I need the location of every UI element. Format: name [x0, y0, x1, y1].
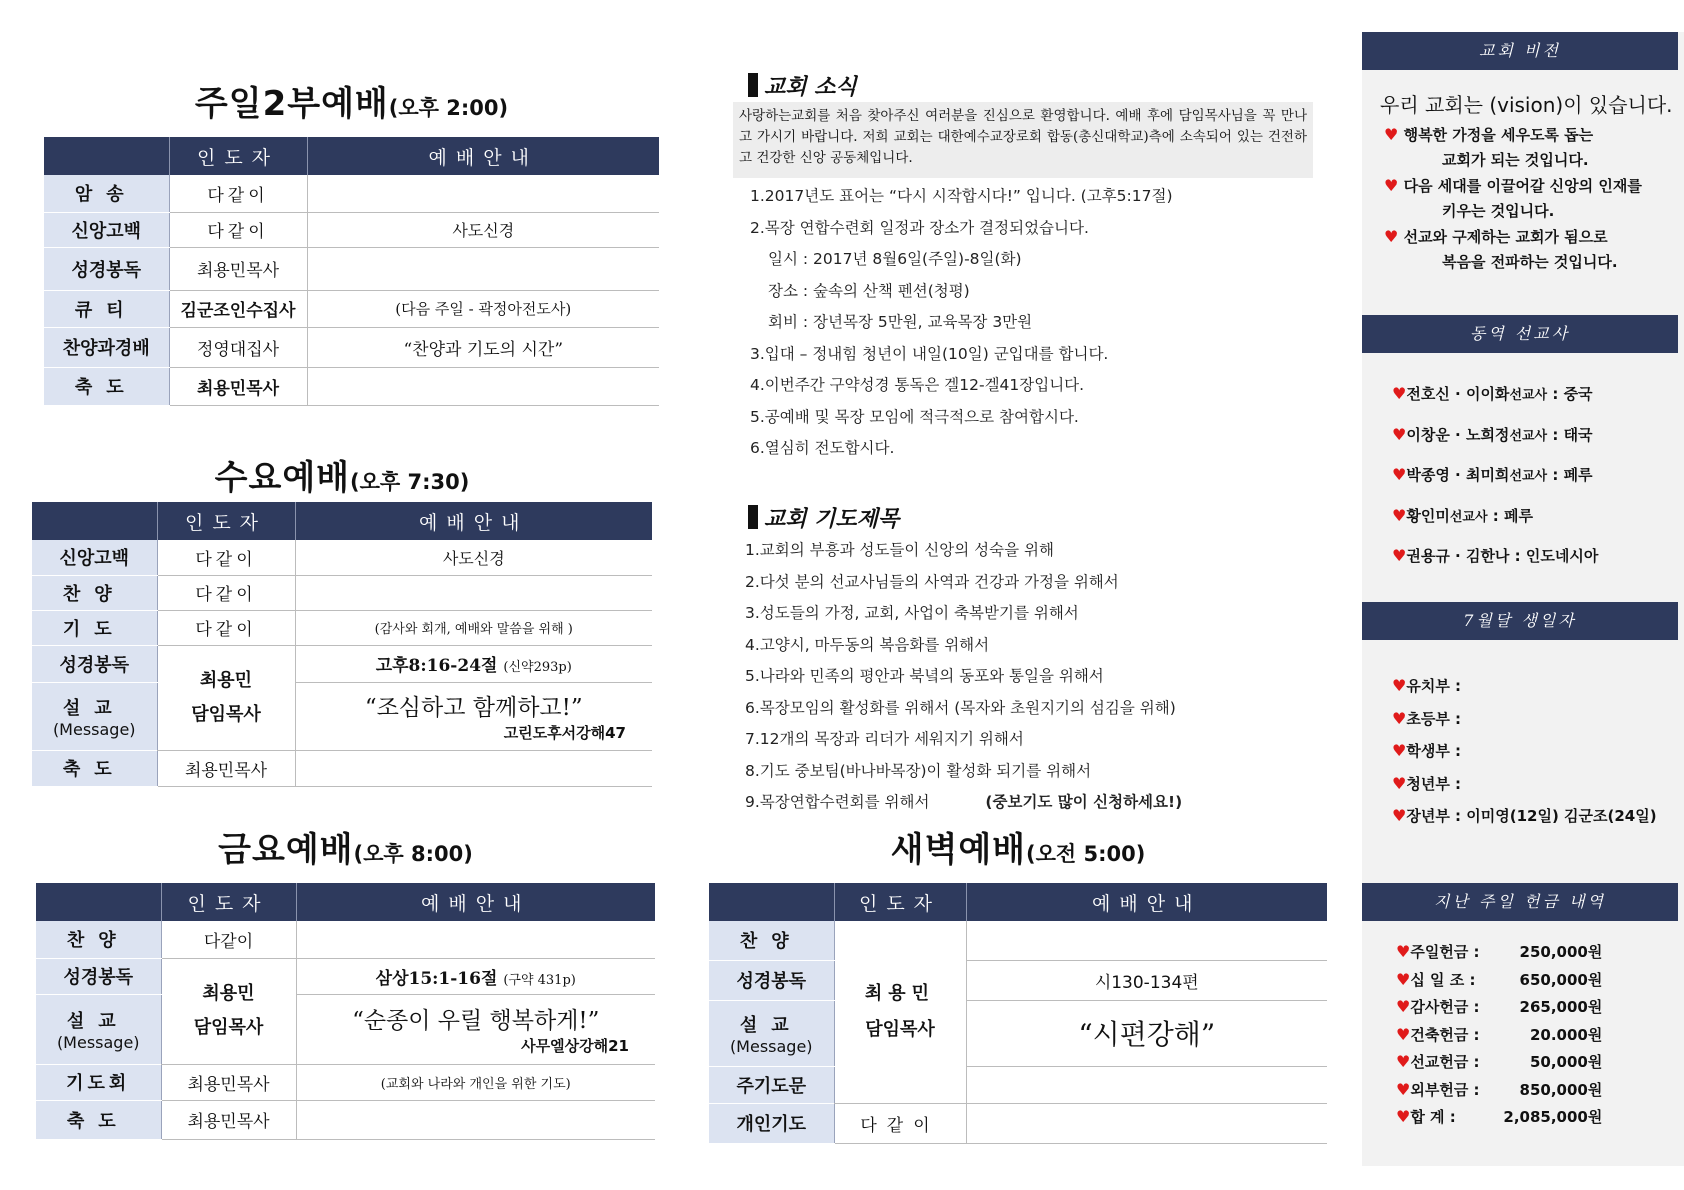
missionary-list	[1392, 383, 1598, 586]
list-item	[1392, 383, 1598, 424]
preacher-name: 최용민	[864, 982, 936, 1004]
row-leader: 다같이	[157, 610, 295, 645]
list-item	[1380, 122, 1680, 173]
heart-icon: ♥	[1396, 1052, 1411, 1071]
news-heading	[748, 70, 857, 101]
list-item	[745, 787, 1182, 819]
row-info	[296, 921, 655, 958]
label-sub: (Message)	[52, 719, 136, 739]
heart-icon: ♥	[1392, 384, 1407, 403]
sunday-time: (오후 2:00)	[388, 96, 509, 120]
row-leader: 다같이	[157, 540, 295, 575]
prayer-list	[745, 535, 1182, 819]
missionary-place: : 페루	[1547, 466, 1593, 484]
table-row	[32, 540, 652, 575]
preacher-cell	[161, 958, 296, 1064]
row-label: 개인기도	[709, 1103, 834, 1143]
list-item: 5.나라와 민족의 평안과 북녘의 동포와 통일을 위해서	[745, 667, 1104, 685]
row-label: 신앙고백	[32, 540, 157, 575]
offering-name: 십 일 조 :	[1410, 970, 1476, 989]
list-item	[1380, 224, 1680, 275]
missionary-name: 황인미	[1406, 506, 1450, 525]
birthday-line: 청년부 :	[1406, 774, 1462, 793]
list-item	[1380, 173, 1680, 224]
list-item: 3.성도들의 가정, 교회, 사업이 축복받기를 위해서	[745, 604, 1079, 622]
header-guide: 예배안내	[295, 502, 652, 540]
row-info	[966, 1103, 1327, 1143]
news-list	[750, 181, 1173, 465]
news-intro: 사랑하는교회를 처음 찾아주신 여러분을 진심으로 환영합니다. 예배 후에 담임목사님을 꼭 만나고 가시기 바랍니다. 저희 교회는 대한예수교장로회 합동(총신대학교)측에 소속되어 있는 건전하고 건강한 신앙 공동체입니다.	[733, 102, 1313, 178]
row-info	[295, 682, 652, 750]
header-blank	[44, 137, 169, 175]
table-row	[44, 367, 659, 405]
offering-name: 감사헌금 :	[1410, 998, 1480, 1016]
heart-icon: ♥	[1392, 676, 1407, 695]
row-label: 축도	[36, 1100, 161, 1139]
row-info	[295, 645, 652, 682]
missionary-place: : 태국	[1547, 425, 1593, 444]
list-item	[1392, 805, 1657, 838]
vision-line: 다음 세대를 이끌어갈 신앙의 인재를	[1403, 177, 1642, 195]
offering-name: 건축헌금 :	[1410, 1025, 1480, 1044]
sunday-title-text: 주일2부예배	[194, 84, 389, 124]
birthday-line: 장년부 : 이미영(12일) 김군조(24일)	[1406, 807, 1657, 825]
header-guide: 예배안내	[966, 883, 1327, 921]
row-label: 신앙고백	[44, 212, 169, 247]
missionary-place: : 인도네시아	[1509, 547, 1599, 565]
missionary-role: 선교사	[1509, 469, 1548, 484]
table-row	[44, 175, 659, 212]
table-row	[36, 921, 655, 958]
birthday-line: 유치부 :	[1406, 677, 1462, 695]
list-item	[1392, 424, 1598, 465]
row-leader: 다같이	[169, 175, 307, 212]
list-item: 4.고양시, 마두동의 복음화를 위해서	[745, 635, 990, 654]
sermon-title: “순종이 우릴 행복하게!”	[352, 1008, 600, 1034]
preacher-name: 최용민	[199, 669, 253, 691]
list-item	[1392, 505, 1598, 546]
row-label: 성경봉독	[709, 960, 834, 1000]
heart-icon: ♥	[1384, 176, 1399, 195]
row-label: 기도회	[36, 1064, 161, 1100]
table-row	[32, 610, 652, 645]
table-row	[44, 290, 659, 327]
row-leader: 다같이	[169, 212, 307, 247]
offering-list	[1396, 938, 1602, 1131]
table-row	[32, 575, 652, 610]
news-heading-text: 교회 소식	[764, 74, 857, 100]
prayer-note: (중보기도 많이 신청하세요!)	[985, 793, 1183, 811]
table-header	[36, 883, 655, 921]
table-row	[709, 1000, 1327, 1066]
friday-title-text: 금요예배	[218, 830, 354, 870]
list-item	[1396, 1048, 1602, 1076]
table-header	[32, 502, 652, 540]
friday-time: (오후 8:00)	[353, 842, 473, 866]
heart-icon: ♥	[1396, 1107, 1411, 1126]
row-info	[295, 575, 652, 610]
row-label: 찬양	[32, 575, 157, 610]
missionary-name: 박종영 · 최미희	[1406, 466, 1510, 484]
header-blank	[709, 883, 834, 921]
prayer-last-item: 9.목장연합수련회를 위해서	[745, 793, 930, 811]
row-info	[966, 921, 1327, 960]
row-info	[296, 994, 655, 1064]
table-row	[44, 212, 659, 247]
missionary-role: 선교사	[1509, 388, 1548, 403]
row-label: 찬양	[36, 921, 161, 958]
list-item: 7.12개의 목장과 리더가 세워지기 위해서	[745, 730, 1024, 748]
row-leader: 최용민목사	[161, 1064, 296, 1100]
table-row	[32, 645, 652, 682]
heading-bar-icon	[748, 505, 758, 529]
heading-bar-icon	[748, 73, 758, 97]
row-info: 시130-134편	[966, 960, 1327, 1000]
prayer-heading	[748, 502, 899, 533]
list-item	[1396, 993, 1602, 1021]
list-item: 회비 : 장년목장 5만원, 교육목장 3만원	[768, 313, 1033, 331]
row-leader: 다같이	[834, 1103, 966, 1143]
birthday-line: 학생부 :	[1406, 742, 1462, 760]
row-info	[295, 750, 652, 786]
wednesday-time: (오후 7:30)	[350, 470, 470, 494]
row-label: 성경봉독	[36, 958, 161, 994]
dawn-title-text: 새벽예배	[890, 830, 1027, 870]
row-leader: 최용민목사	[157, 750, 295, 786]
row-info: 사도신경	[307, 212, 659, 247]
offering-amount: 265,000원	[1519, 998, 1603, 1016]
scripture-ref: 삼상15:1-16절	[375, 968, 498, 989]
vision-line: 선교와 구제하는 교회가 됨으로	[1403, 228, 1608, 246]
prayer-heading-text: 교회 기도제목	[764, 506, 900, 532]
table-row	[36, 994, 655, 1064]
offering-amount: 2,085,000원	[1503, 1108, 1603, 1126]
birthday-line: 초등부 :	[1406, 709, 1462, 728]
table-row	[709, 1066, 1327, 1103]
row-leader: 정영대집사	[169, 327, 307, 367]
dawn-time: (오전 5:00)	[1026, 842, 1146, 866]
preacher-name: 최용민	[202, 983, 255, 1004]
list-item	[1396, 966, 1602, 994]
table-row	[709, 960, 1327, 1000]
row-label	[709, 1000, 834, 1066]
row-label: 찬양	[709, 921, 834, 960]
list-item	[1396, 938, 1602, 966]
row-label: 찬양과경배	[44, 327, 169, 367]
row-leader: 최용민목사	[169, 367, 307, 405]
heart-icon: ♥	[1392, 424, 1407, 444]
vision-list	[1380, 122, 1680, 275]
row-label: 성경봉독	[44, 247, 169, 290]
row-label: 축도	[44, 367, 169, 405]
preacher-cell	[834, 921, 966, 1103]
dawn-title	[709, 822, 1327, 871]
table-row	[32, 750, 652, 786]
row-label	[36, 994, 161, 1064]
list-item: 4.이번주간 구약성경 통독은 겔12-겔41장입니다.	[750, 376, 1085, 394]
row-info: “시편강해”	[966, 1000, 1327, 1066]
offering-name: 외부헌금 :	[1410, 1080, 1480, 1099]
heart-icon: ♥	[1392, 773, 1407, 793]
row-info: (교회와 나라와 개인을 위한 기도)	[296, 1064, 655, 1100]
wednesday-title	[32, 450, 652, 499]
heart-icon: ♥	[1384, 125, 1399, 144]
preacher-title: 담임목사	[865, 1018, 935, 1040]
sunday-table	[44, 137, 659, 406]
vision-line-cont: 교회가 되는 것입니다.	[1442, 151, 1589, 169]
table-row	[36, 1100, 655, 1139]
table-row	[44, 247, 659, 290]
row-info: (감사와 회개, 예배와 말씀을 위해 )	[295, 610, 652, 645]
birthday-list	[1392, 675, 1657, 838]
row-leader: 최용민목사	[161, 1100, 296, 1139]
missionary-name: 전호신 · 이이화	[1406, 385, 1510, 403]
offering-amount: 650,000원	[1519, 970, 1603, 989]
list-item: 1.2017년도 표어는 “다시 시작합시다!” 입니다. (고후5:17절)	[750, 187, 1173, 205]
heart-icon: ♥	[1392, 546, 1407, 565]
row-info	[296, 958, 655, 994]
wednesday-title-text: 수요예배	[214, 458, 351, 498]
table-row	[709, 921, 1327, 960]
table-row	[709, 1103, 1327, 1143]
header-blank	[32, 502, 157, 540]
row-info	[296, 1100, 655, 1139]
list-item	[1392, 675, 1657, 708]
sermon-series: 사무엘상강해21	[521, 1037, 629, 1055]
list-item	[1392, 740, 1657, 773]
list-item: 5.공예배 및 목장 모임에 적극적으로 참여합시다.	[750, 407, 1079, 426]
list-item	[1396, 1076, 1602, 1104]
dawn-table	[709, 883, 1327, 1144]
heart-icon: ♥	[1396, 942, 1411, 961]
list-item: 일시 : 2017년 8월6일(주일)-8일(화)	[768, 250, 1022, 268]
heart-icon: ♥	[1392, 465, 1407, 484]
birthday-heading: 7월달 생일자	[1362, 602, 1678, 640]
offering-heading: 지난 주일 헌금 내역	[1362, 883, 1678, 921]
row-info	[307, 247, 659, 290]
table-header	[709, 883, 1327, 921]
vision-line-cont: 키우는 것입니다.	[1442, 202, 1555, 220]
header-leader: 인도자	[157, 502, 295, 540]
heart-icon: ♥	[1396, 1024, 1411, 1044]
heart-icon: ♥	[1392, 505, 1407, 525]
row-label	[32, 682, 157, 750]
header-leader: 인도자	[169, 137, 307, 175]
list-item	[1392, 545, 1598, 586]
missionary-heading: 동역 선교사	[1362, 315, 1678, 353]
header-blank	[36, 883, 161, 921]
row-label: 축도	[32, 750, 157, 786]
list-item: 8.기도 중보팀(바나바목장)이 활성화 되기를 위해서	[745, 761, 1092, 780]
list-item	[1392, 708, 1657, 741]
heart-icon: ♥	[1396, 1079, 1411, 1099]
table-row	[44, 327, 659, 367]
table-row	[32, 682, 652, 750]
preacher-title: 담임목사	[191, 703, 261, 725]
vision-line-cont: 복음을 전파하는 것입니다.	[1442, 253, 1618, 271]
row-label: 기도	[32, 610, 157, 645]
missionary-place: : 페루	[1487, 506, 1533, 525]
offering-name: 주일헌금 :	[1410, 943, 1480, 961]
missionary-role: 선교사	[1449, 509, 1488, 525]
table-row	[36, 958, 655, 994]
list-item	[1392, 773, 1657, 806]
row-label: 성경봉독	[32, 645, 157, 682]
heart-icon: ♥	[1392, 708, 1407, 728]
row-info	[307, 175, 659, 212]
scripture-page: (구약 431p)	[503, 972, 576, 988]
row-leader: 다같이	[161, 921, 296, 958]
sermon-series: 고린도후서강해47	[503, 724, 626, 742]
list-item: 2.다섯 분의 선교사님들의 사역과 건강과 가정을 위해서	[745, 572, 1119, 591]
row-leader: 다같이	[157, 575, 295, 610]
row-info: “찬양과 기도의 시간”	[307, 327, 659, 367]
table-row	[36, 1064, 655, 1100]
missionary-name: 이창운 · 노희정	[1406, 425, 1510, 444]
friday-table	[36, 883, 655, 1140]
wednesday-table	[32, 502, 652, 787]
missionary-place: : 중국	[1547, 385, 1593, 403]
offering-amount: 50,000원	[1529, 1053, 1603, 1071]
friday-title	[36, 822, 655, 871]
scripture-ref: 고후8:16-24절	[375, 656, 498, 676]
list-item: 3.입대 – 정내힘 청년이 내일(10일) 군입대를 합니다.	[750, 344, 1109, 363]
list-item: 6.목장모임의 활성화를 위해서 (목자와 초원지기의 섬김을 위해)	[745, 698, 1176, 717]
list-item	[1396, 1021, 1602, 1049]
sunday-title	[44, 76, 659, 125]
heart-icon: ♥	[1392, 741, 1407, 760]
header-leader: 인도자	[834, 883, 966, 921]
header-guide: 예배안내	[307, 137, 659, 175]
row-label: 주기도문	[709, 1066, 834, 1103]
heart-icon: ♥	[1384, 227, 1399, 246]
heart-icon: ♥	[1392, 806, 1407, 825]
offering-name: 합 계 :	[1410, 1108, 1456, 1126]
missionary-role: 선교사	[1509, 428, 1548, 444]
row-info: (다음 주일 - 곽정아전도사)	[307, 290, 659, 327]
missionary-name: 권용규 · 김한나	[1406, 547, 1510, 565]
list-item: 장소 : 숲속의 산책 펜션(청평)	[768, 281, 970, 300]
label-main: 설교	[66, 1010, 130, 1032]
sermon-title: “조심하고 함께하고!”	[364, 695, 583, 721]
offering-name: 선교헌금 :	[1410, 1053, 1480, 1071]
list-item: 1.교회의 부흥과 성도들이 신앙의 성숙을 위해	[745, 541, 1054, 559]
table-header	[44, 137, 659, 175]
row-info	[307, 367, 659, 405]
label-main: 설교	[739, 1014, 803, 1036]
preacher-cell	[157, 645, 295, 750]
list-item	[1392, 464, 1598, 505]
row-leader: 김군조인수집사	[169, 290, 307, 327]
label-sub: (Message)	[729, 1036, 813, 1056]
vision-heading: 교회 비전	[1362, 32, 1678, 70]
heart-icon: ♥	[1396, 969, 1411, 989]
row-label: 암송	[44, 175, 169, 212]
label-sub: (Message)	[56, 1032, 140, 1052]
vision-line: 행복한 가정을 세우도록 돕는	[1403, 126, 1594, 144]
list-item: 2.목장 연합수련회 일정과 장소가 결정되었습니다.	[750, 218, 1089, 237]
row-info: 사도신경	[295, 540, 652, 575]
header-leader: 인도자	[161, 883, 296, 921]
row-info	[966, 1066, 1327, 1103]
vision-title: 우리 교회는 (vision)이 있습니다.	[1380, 93, 1673, 117]
row-leader: 최용민목사	[169, 247, 307, 290]
scripture-page: (신약293p)	[503, 660, 572, 675]
header-guide: 예배안내	[296, 883, 655, 921]
list-item: 6.열심히 전도합시다.	[750, 439, 895, 457]
list-item	[1396, 1103, 1602, 1131]
offering-amount: 850,000원	[1519, 1080, 1603, 1099]
heart-icon: ♥	[1396, 997, 1411, 1016]
row-label: 큐티	[44, 290, 169, 327]
offering-amount: 20.000원	[1529, 1025, 1603, 1044]
offering-amount: 250,000원	[1519, 943, 1603, 961]
preacher-title: 담임목사	[193, 1017, 264, 1038]
label-main: 설교	[62, 697, 126, 719]
